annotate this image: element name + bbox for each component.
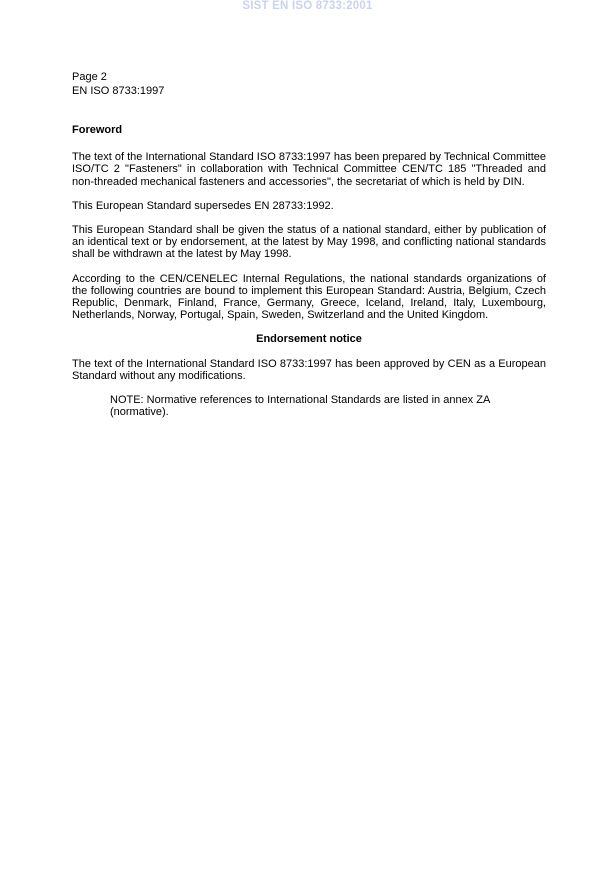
endorsement-heading: Endorsement notice: [256, 333, 362, 346]
standard-reference: EN ISO 8733:1997: [72, 85, 165, 97]
foreword-paragraph: This European Standard supersedes EN 28733:1992.: [72, 199, 334, 212]
foreword-heading: Foreword: [72, 124, 123, 136]
foreword-paragraph: This European Standard shall be given the status of a national standard, either by publication of an identical text or by endorsement, at the latest by May 1998, and conflicting national standards shall be withdrawn at the latest by May 1998.: [72, 224, 546, 261]
page-number: Page 2: [72, 71, 107, 83]
endorsement-text: The text of the International Standard ISO 8733:1997 has been approved by CEN as a European Standard without any modifications.: [72, 357, 546, 382]
watermark: SIST EN ISO 8733:2001: [242, 0, 373, 12]
endorsement-note: NOTE: Normative references to International Standards are listed in annex ZA (normative).: [110, 394, 490, 419]
page-header: [72, 70, 164, 98]
foreword-paragraph: According to the CEN/CENELEC Internal Regulations, the national standards organizations of the following countries are bound to implement this European Standard: Austria, Belgium, Czech Republic, Denmark, Finland, France, Germany, Greece, Iceland, Ireland, Italy, Luxembourg, Netherlands, Norway, Portugal, Spain, Sweden, Switzerland and the United Kingdom.: [72, 272, 546, 322]
foreword-paragraph: The text of the International Standard ISO 8733:1997 has been prepared by Technical Committee ISO/TC 2 "Fasteners" in collaboration with Technical Committee CEN/TC 185 "Threaded and non-threaded mechanical fasteners and accessories", the secretariat of which is held by DIN.: [72, 151, 546, 188]
document-body: [72, 124, 546, 418]
